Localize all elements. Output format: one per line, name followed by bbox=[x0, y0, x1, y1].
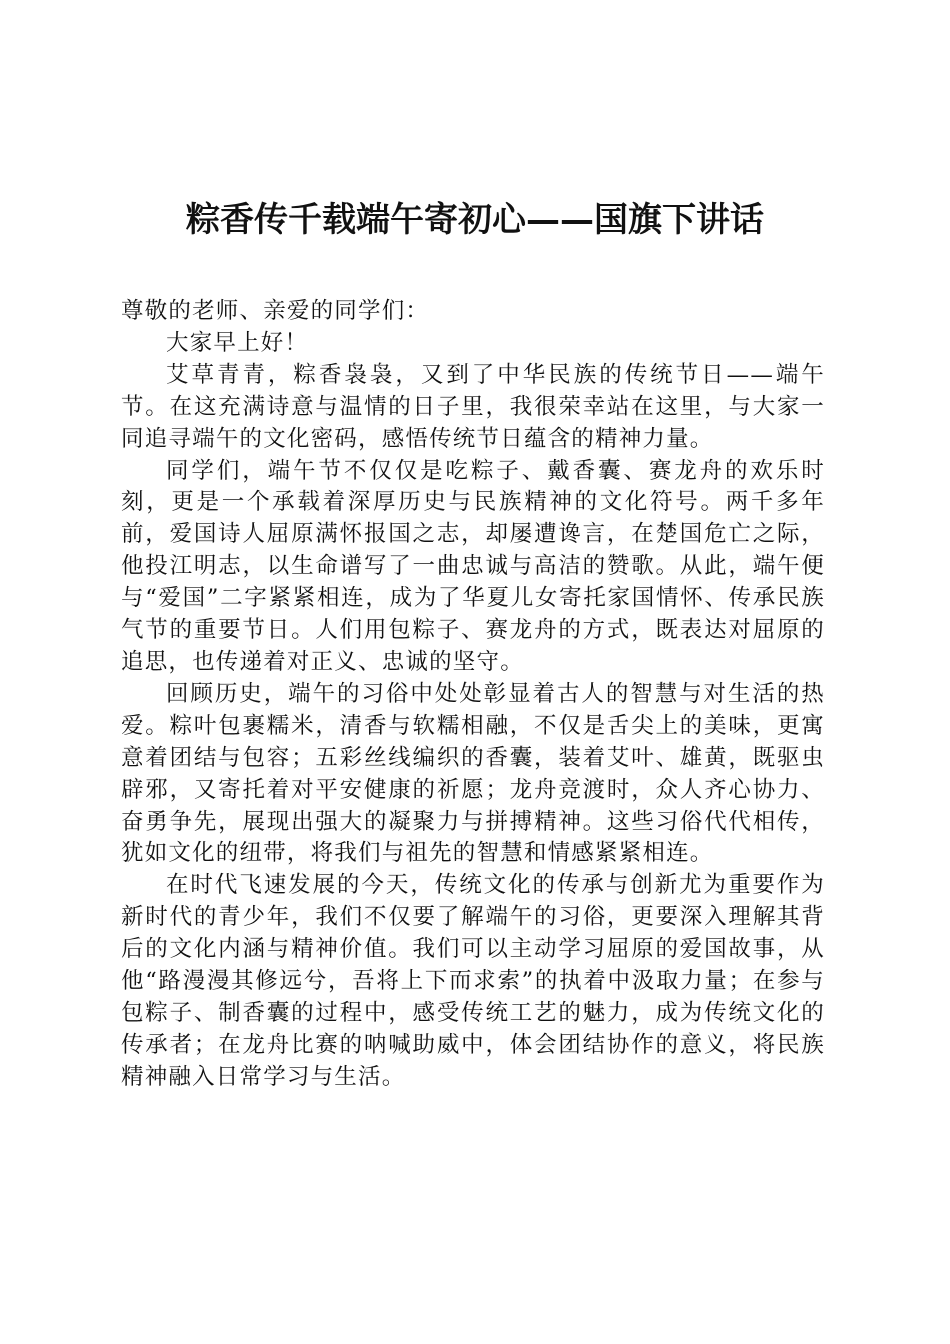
paragraph: 艾草青青，粽香袅袅，又到了中华民族的传统节日——端午节。在这充满诗意与温情的日子里，我很荣幸站在这里，与大家一同追寻端午的文化密码，感悟传统节日蕴含的精神力量。 bbox=[121, 361, 825, 452]
document-title: 粽香传千载端午寄初心——国旗下讲话 bbox=[186, 200, 764, 240]
speech-body bbox=[121, 296, 825, 1094]
paragraph: 在时代飞速发展的今天，传统文化的传承与创新尤为重要作为新时代的青少年，我们不仅要了解端午的习俗，更要深入理解其背后的文化内涵与精神价值。我们可以主动学习屈原的爱国故事，从他“路漫漫其修远兮，吾将上下而求索”的执着中汲取力量；在参与包粽子、制香囊的过程中，感受传统工艺的魅力，成为传统文化的传承者；在龙舟比赛的呐喊助威中，体会团结协作的意义，将民族精神融入日常学习与生活。 bbox=[121, 872, 825, 1090]
paragraph: 同学们，端午节不仅仅是吃粽子、戴香囊、赛龙舟的欢乐时刻，更是一个承载着深厚历史与民族精神的文化符号。两千多年前，爱国诗人屈原满怀报国之志，却屡遭谗言，在楚国危亡之际，他投江明志，以生命谱写了一曲忠诚与高洁的赞歌。从此，端午便与“爱国”二字紧紧相连，成为了华夏儿女寄托家国情怀、传承民族气节的重要节日。人们用包粽子、赛龙舟的方式，既表达对屈原的追思，也传递着对正义、忠诚的坚守。 bbox=[121, 457, 825, 675]
greeting: 大家早上好！ bbox=[166, 329, 309, 356]
paragraph: 回顾历史，端午的习俗中处处彰显着古人的智慧与对生活的热爱。粽叶包裹糯米，清香与软糯相融，不仅是舌尖上的美味，更寓意着团结与包容；五彩丝线编织的香囊，装着艾叶、雄黄，既驱虫辟邪，又寄托着对平安健康的祈愿；龙舟竞渡时，众人齐心协力、奋勇争先，展现出强大的凝聚力与拼搏精神。这些习俗代代相传，犹如文化的纽带，将我们与祖先的智慧和情感紧紧相连。 bbox=[121, 680, 825, 867]
salutation: 尊敬的老师、亲爱的同学们： bbox=[121, 298, 430, 324]
